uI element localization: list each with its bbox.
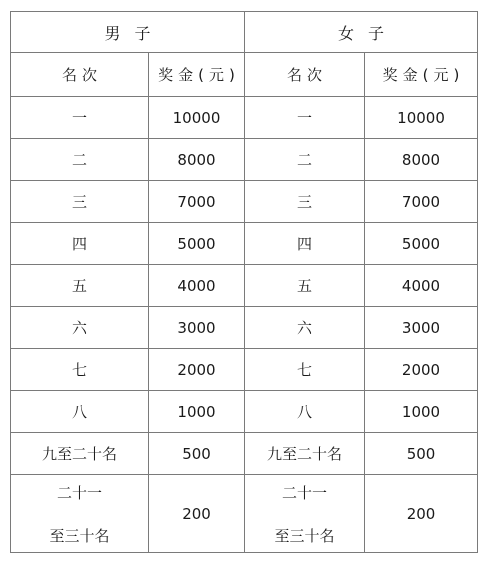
prize-cell-men: 500 (149, 433, 245, 475)
rank-cell-women: 九至二十名 (245, 433, 365, 475)
rank-cell-women: 一 (245, 97, 365, 139)
rank-cell-women: 三 (245, 181, 365, 223)
column-header-prize-men: 奖金(元) (149, 53, 245, 97)
rank-cell-men: 九至二十名 (11, 433, 149, 475)
prize-cell-women: 500 (365, 433, 478, 475)
rank-cell-women: 五 (245, 265, 365, 307)
prize-table (10, 11, 478, 553)
rank-cell-men: 五 (11, 265, 149, 307)
rank-cell-men (11, 475, 149, 553)
prize-cell-men: 1000 (149, 391, 245, 433)
rank-range-line2: 至三十名 (49, 526, 110, 545)
rank-cell-women: 六 (245, 307, 365, 349)
prize-cell-women: 2000 (365, 349, 478, 391)
prize-cell-women: 10000 (365, 97, 478, 139)
table-row (11, 223, 478, 265)
column-header-prize-women: 奖金(元) (365, 53, 478, 97)
prize-cell-men: 4000 (149, 265, 245, 307)
rank-range-women (245, 482, 364, 546)
rank-cell-women: 八 (245, 391, 365, 433)
rank-range-line1: 二十一 (56, 483, 102, 502)
table-row (11, 139, 478, 181)
prize-cell-men: 8000 (149, 139, 245, 181)
table-row (11, 307, 478, 349)
rank-range-line2: 至三十名 (274, 526, 335, 545)
rank-cell-women: 四 (245, 223, 365, 265)
table-row-last (11, 475, 478, 553)
column-header-rank-women: 名次 (245, 53, 365, 97)
prize-cell-men: 10000 (149, 97, 245, 139)
prize-cell-men: 3000 (149, 307, 245, 349)
table-row (11, 265, 478, 307)
rank-cell-women: 二 (245, 139, 365, 181)
prize-cell-men: 200 (149, 475, 245, 553)
rank-cell-men: 八 (11, 391, 149, 433)
prize-cell-women: 8000 (365, 139, 478, 181)
table-row (11, 181, 478, 223)
prize-cell-men: 7000 (149, 181, 245, 223)
rank-cell-men: 七 (11, 349, 149, 391)
rank-cell-men: 六 (11, 307, 149, 349)
prize-cell-women: 4000 (365, 265, 478, 307)
table-row (11, 97, 478, 139)
prize-cell-women: 200 (365, 475, 478, 553)
rank-cell-men: 一 (11, 97, 149, 139)
rank-cell-men: 四 (11, 223, 149, 265)
prize-cell-women: 3000 (365, 307, 478, 349)
prize-cell-women: 7000 (365, 181, 478, 223)
table-row (11, 391, 478, 433)
column-header-row (11, 53, 478, 97)
rank-cell-women (245, 475, 365, 553)
prize-cell-men: 2000 (149, 349, 245, 391)
rank-range-line1: 二十一 (282, 483, 328, 502)
prize-cell-men: 5000 (149, 223, 245, 265)
prize-cell-women: 1000 (365, 391, 478, 433)
gender-header-row (11, 12, 478, 53)
table-row (11, 349, 478, 391)
group-header-men: 男子 (11, 12, 245, 53)
group-header-women: 女子 (245, 12, 478, 53)
rank-range-men (11, 482, 148, 546)
table-row (11, 433, 478, 475)
rank-cell-men: 二 (11, 139, 149, 181)
prize-cell-women: 5000 (365, 223, 478, 265)
rank-cell-women: 七 (245, 349, 365, 391)
rank-cell-men: 三 (11, 181, 149, 223)
column-header-rank-men: 名次 (11, 53, 149, 97)
